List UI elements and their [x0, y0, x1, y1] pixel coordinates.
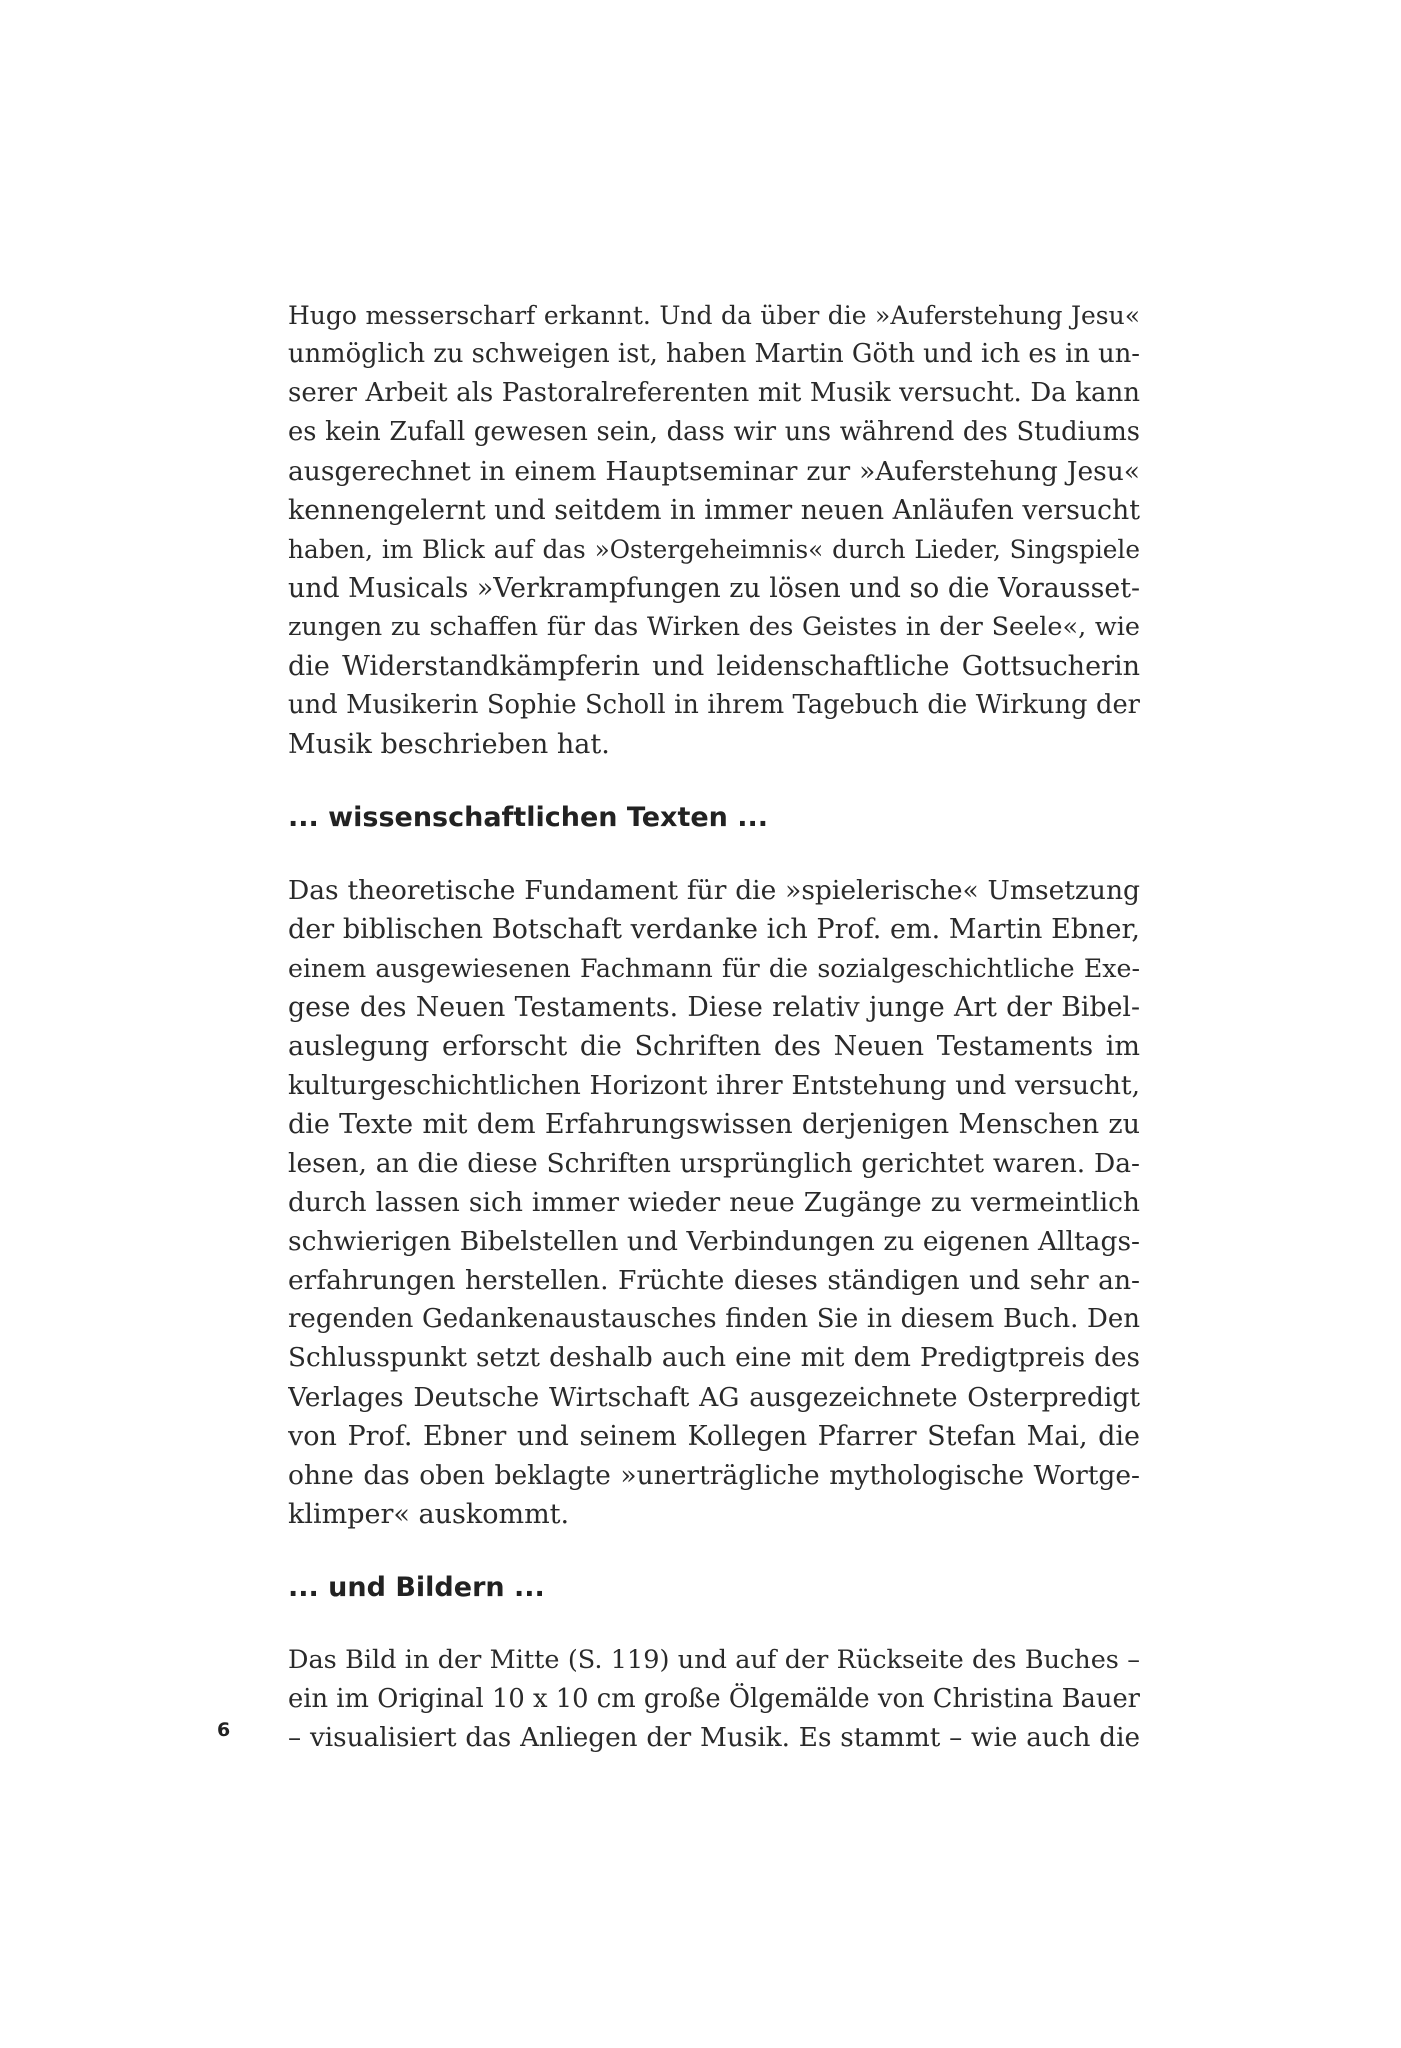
- text-line: haben, im Blick auf das »Ostergeheimnis« durch Lieder, Singspiele: [288, 535, 1140, 564]
- text-line: kulturgeschichtlichen Horizont ihrer Entstehung und versucht,: [288, 1070, 1140, 1101]
- text-line: durch lassen sich immer wieder neue Zugänge zu vermeintlich: [288, 1187, 1140, 1218]
- text-line: Das theoretische Fundament für die »spielerische« Umsetzung: [288, 875, 1140, 906]
- text-line: regenden Gedankenaustausches finden Sie in diesem Buch. Den: [288, 1304, 1140, 1334]
- text-column: [288, 296, 1140, 1758]
- text-line: Das Bild in der Mitte (S. 119) und auf der Rückseite des Buches –: [288, 1645, 1140, 1675]
- text-line: und Musikerin Sophie Scholl in ihrem Tagebuch die Wirkung der: [288, 690, 1140, 720]
- text-line: es kein Zufall gewesen sein, dass wir uns während des Studiums: [288, 417, 1140, 447]
- paragraph-intro: [288, 296, 1140, 764]
- text-line: unmöglich zu schweigen ist, haben Martin Göth und ich es in un-: [288, 339, 1140, 369]
- section-heading-texts: ... wissenschaftlichen Texten ...: [288, 802, 769, 833]
- paragraph-science: [288, 871, 1140, 1534]
- text-line: der biblischen Botschaft verdanke ich Prof. em. Martin Ebner,: [288, 914, 1140, 945]
- text-line: ausgerechnet in einem Hauptseminar zur »Auferstehung Jesu«: [288, 456, 1140, 487]
- text-line: die Widerstandkämpferin und leidenschaftliche Gottsucherin: [288, 651, 1140, 682]
- text-line: Verlages Deutsche Wirtschaft AG ausgezeichnete Osterpredigt: [288, 1382, 1140, 1413]
- text-line: einem ausgewiesenen Fachmann für die sozialgeschichtliche Exe-: [288, 954, 1140, 983]
- text-line: und Musicals »Verkrampfungen zu lösen und so die Vorausset-: [288, 573, 1140, 604]
- text-line: serer Arbeit als Pastoralreferenten mit Musik versucht. Da kann: [288, 378, 1140, 408]
- page-number: 6: [217, 1719, 231, 1741]
- text-line: lesen, an die diese Schriften ursprünglich gerichtet waren. Da-: [288, 1148, 1140, 1179]
- text-line: – visualisiert das Anliegen der Musik. Es stammt – wie auch die: [288, 1723, 1140, 1753]
- text-line: kennengelernt und seitdem in immer neuen Anläufen versucht: [288, 495, 1140, 526]
- text-line: klimper« auskommt.: [288, 1499, 570, 1530]
- text-line: schwierigen Bibelstellen und Verbindungen zu eigenen Alltags-: [288, 1226, 1140, 1257]
- text-line: ein im Original 10 x 10 cm große Ölgemälde von Christina Bauer: [288, 1684, 1140, 1714]
- text-line: Schlusspunkt setzt deshalb auch eine mit dem Predigtpreis des: [288, 1343, 1140, 1373]
- text-line: auslegung erforscht die Schriften des Neuen Testaments im: [288, 1031, 1140, 1062]
- section-heading-images: ... und Bildern ...: [288, 1572, 545, 1603]
- text-line: die Texte mit dem Erfahrungswissen derjenigen Menschen zu: [288, 1109, 1140, 1140]
- text-line: Musik beschrieben hat.: [288, 729, 610, 760]
- text-line: gese des Neuen Testaments. Diese relativ junge Art der Bibel-: [288, 992, 1140, 1023]
- paragraph-images: [288, 1641, 1140, 1758]
- text-line: von Prof. Ebner und seinem Kollegen Pfarrer Stefan Mai, die: [288, 1421, 1140, 1452]
- text-line: ohne das oben beklagte »unerträgliche mythologische Wortge-: [288, 1460, 1140, 1491]
- text-line: zungen zu schaffen für das Wirken des Geistes in der Seele«, wie: [288, 612, 1140, 642]
- text-line: Hugo messerscharf erkannt. Und da über die »Auferstehung Jesu«: [288, 301, 1140, 330]
- text-line: erfahrungen herstellen. Früchte dieses ständigen und sehr an-: [288, 1265, 1140, 1296]
